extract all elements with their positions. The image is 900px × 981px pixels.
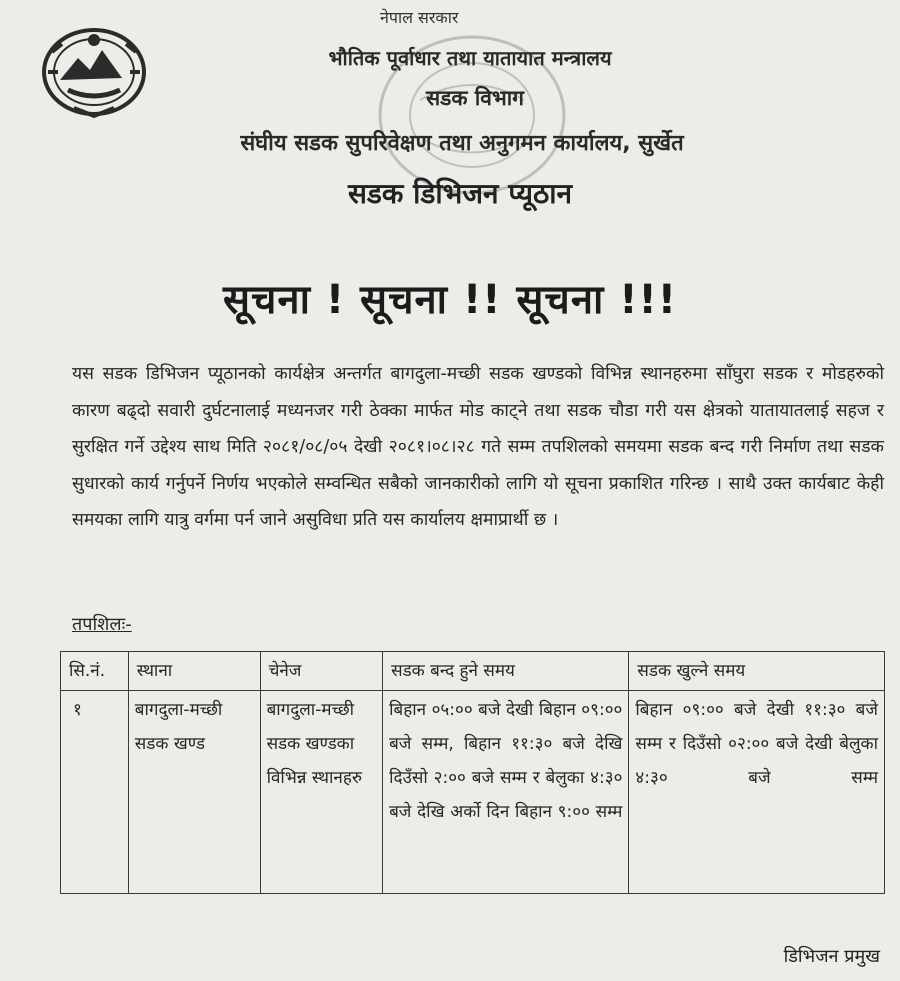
cell-location: बागदुला-मच्छी सडक खण्ड xyxy=(128,691,260,894)
cell-serial: १ xyxy=(61,691,129,894)
office-name: संघीय सडक सुपरिवेक्षण तथा अनुगमन कार्यालय, सुर्खेत xyxy=(240,131,684,156)
cell-chainage: बागदुला-मच्छी सडक खण्डका विभिन्न स्थानहरु xyxy=(260,691,383,894)
header-closing-time: सडक बन्द हुने समय xyxy=(383,652,629,691)
government-name: नेपाल सरकार xyxy=(380,8,459,27)
notice-body: यस सडक डिभिजन प्यूठानको कार्यक्षेत्र अन्तर्गत बागदुला-मच्छी सडक खण्डको विभिन्न स्थानहरुमा साँघुरा सडक र मोडहरुको कारण बढ्दो सवारी दुर्घटनालाई मध्यनजर गरी ठेक्का मार्फत मोड काट्ने तथा सडक चौडा गरी यस क्षेत्रको यातायातलाई सहज र सुरक्षित गर्ने उद्देश्य साथ मिति २०८१/०८/०५ देखी २०८१।०८।२८ गते सम्म तपशिलको समयमा सडक बन्द गरी निर्माण तथा सडक सुधारको कार्य गर्नुपर्ने निर्णय भएकोले सम्वन्धित सबैको जानकारीको लागि यो सूचना प्रकाशित गरिन्छ । साथै उक्त कार्यबाट केही समयका लागि यात्रु वर्गमा पर्न जाने असुविधा प्रति यस कार्यालय क्षमाप्रार्थी छ । xyxy=(72,364,884,530)
table-header-row xyxy=(61,652,885,691)
table-row xyxy=(61,691,885,894)
header-location: स्थाना xyxy=(128,652,260,691)
header-serial: सि.नं. xyxy=(61,652,129,691)
cell-opening-time: बिहान ०९:०० बजे देखी ११:३० बजे सम्म र दिउँसो ०२:०० बजे देखी बेलुका ४:३० बजे सम्म xyxy=(629,691,885,894)
division-name: सडक डिभिजन प्यूठान xyxy=(347,177,573,210)
cell-closing-time: बिहान ०५:०० बजे देखी बिहान ०९:०० बजे सम्म, बिहान ११:३० बजे देखि दिउँसो २:०० बजे सम्म र बेलुका ४:३० बजे देखि अर्को दिन बिहान ९:०० सम्म xyxy=(383,691,629,894)
ministry-name: भौतिक पूर्वाधार तथा यातायात मन्त्रालय xyxy=(328,46,612,70)
closure-schedule-table xyxy=(60,651,885,894)
signature-title: डिभिजन प्रमुख xyxy=(783,946,880,967)
department-name: सडक विभाग xyxy=(425,86,524,110)
header-opening-time: सडक खुल्ने समय xyxy=(629,652,885,691)
notice-title: सूचना ! सूचना !! सूचना !!! xyxy=(222,277,678,323)
header-chainage: चेनेज xyxy=(260,652,383,691)
details-label: तपशिलः- xyxy=(72,614,132,635)
